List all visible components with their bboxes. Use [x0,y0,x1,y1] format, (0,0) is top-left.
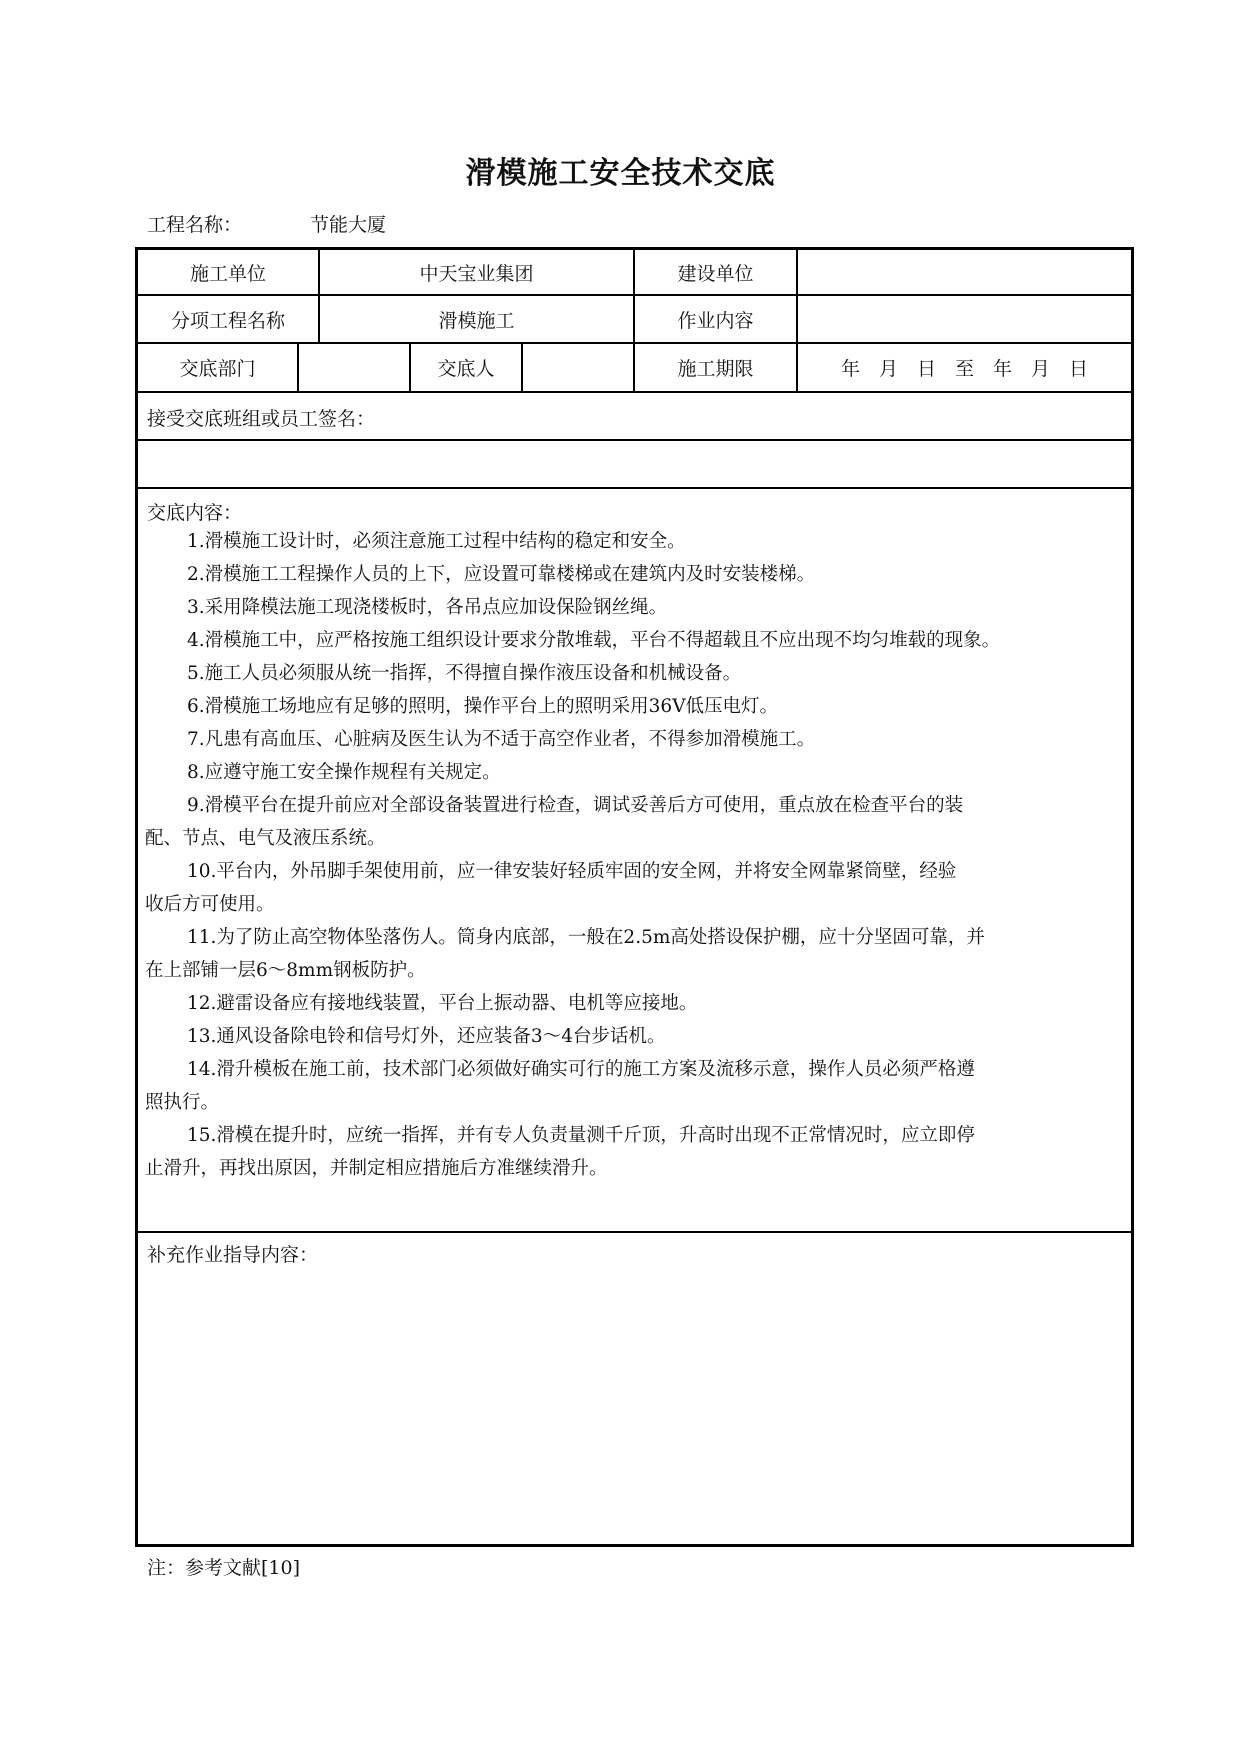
list-item [145,657,1105,690]
item-line: 15.滑模在提升时，应统一指挥，并有专人负责量测千斤顶，升高时出现不正常情况时，应立即停 [187,1125,975,1146]
sub-project-value: 滑模施工 [438,309,515,332]
person-value [523,344,633,391]
project-name-label: 工程名称： [147,214,243,236]
item-line: 13.通风设备除电铃和信号灯外，还应装备3～4台步话机。 [187,1026,666,1047]
item-line: 6.滑模施工场地应有足够的照明，操作平台上的照明采用36V低压电灯。 [187,696,779,717]
dept-label: 交底部门 [179,358,256,380]
project-name-value: 节能大厦 [310,214,387,236]
list-item [145,1020,1105,1053]
build-unit-label: 建设单位 [677,262,754,285]
construction-unit-label: 施工单位 [189,262,266,285]
list-item [145,558,1105,591]
item-line: 11.为了防止高空物体坠落伤人。筒身内底部，一般在2.5m高处搭设保护棚，应十分坚固可靠，并 [187,927,985,948]
item-line: 14.滑升模板在施工前，技术部门必须做好确实可行的施工方案及流移示意，操作人员必须严格遵 [187,1059,975,1080]
item-line: 8.应遵守施工安全操作规程有关规定。 [187,762,501,783]
item-line-continued: 配、节点、电气及液压系统。 [145,828,386,849]
person-label: 交底人 [437,358,495,380]
list-item [145,921,1105,987]
page-title: 滑模施工安全技术交底 [465,156,776,191]
item-line: 10.平台内，外吊脚手架使用前，应一律安装好轻质牢固的安全网，并将安全网靠紧筒壁，经验 [187,861,957,882]
item-line-continued: 收后方可使用。 [145,894,275,915]
list-item [145,723,1105,756]
construction-unit-value: 中天宝业集团 [419,262,534,285]
footnote: 注：参考文献[10] [147,1557,301,1579]
list-item [145,624,1105,657]
list-item [145,690,1105,723]
project-name-row [147,210,387,237]
dept-value [299,344,409,391]
period-value: 年 月 日 至 年 月 日 [840,358,1088,380]
list-item [145,756,1105,789]
period-label: 施工期限 [677,358,754,380]
row-divider [135,391,1134,393]
item-line: 9.滑模平台在提升前应对全部设备装置进行检查，调试妥善后方可使用，重点放在检查平台的装 [187,795,964,816]
item-line-continued: 在上部铺一层6～8mm钢板防护。 [145,960,426,981]
list-item [145,1053,1105,1119]
build-unit-value [798,250,1131,294]
list-item [145,855,1105,921]
work-content-label: 作业内容 [677,309,754,332]
list-item [145,987,1105,1020]
sub-project-label: 分项工程名称 [170,309,285,332]
item-line: 4.滑模施工中，应严格按施工组织设计要求分散堆载，平台不得超载且不应出现不均匀堆载的现象。 [187,630,1001,651]
content-label: 交底内容： [147,502,243,524]
item-line: 12.避雷设备应有接地线装置，平台上振动器、电机等应接地。 [187,993,698,1014]
item-line: 1.滑模施工设计时，必须注意施工过程中结构的稳定和安全。 [187,531,686,552]
row-divider [135,487,1134,489]
supplement-label: 补充作业指导内容： [147,1244,319,1266]
list-item [145,789,1105,855]
work-content-value [798,296,1131,342]
item-line: 5.施工人员必须服从统一指挥，不得擅自操作液压设备和机械设备。 [187,663,742,684]
item-line-continued: 止滑升，再找出原因，并制定相应措施后方准继续滑升。 [145,1158,608,1179]
item-line: 7.凡患有高血压、心脏病及医生认为不适于高空作业者，不得参加滑模施工。 [187,729,816,750]
item-line-continued: 照执行。 [145,1092,220,1113]
signature-label: 接受交底班组或员工签名： [147,408,376,430]
list-item [145,1119,1105,1185]
list-item [145,525,1105,558]
row-divider [135,439,1134,441]
list-item [145,591,1105,624]
item-line: 2.滑模施工工程操作人员的上下，应设置可靠楼梯或在建筑内及时安装楼梯。 [187,564,816,585]
item-line: 3.采用降模法施工现浇楼板时，各吊点应加设保险钢丝绳。 [187,597,668,618]
row-divider [135,1231,1134,1233]
